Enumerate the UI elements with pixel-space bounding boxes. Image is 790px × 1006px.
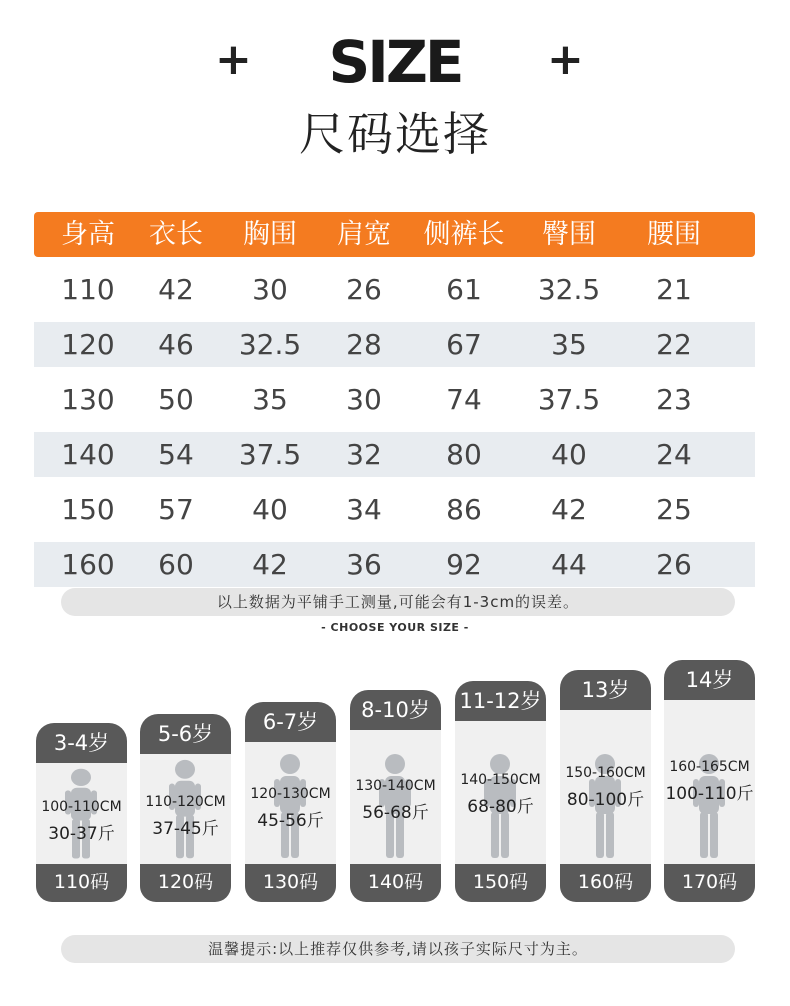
table-cell: 50 [158, 383, 194, 416]
table-cell: 32.5 [238, 328, 302, 361]
height-range: 140-150CM [460, 772, 541, 788]
age-label: 6-7岁 [245, 702, 336, 742]
table-cell: 25 [656, 493, 692, 526]
table-cell: 30 [252, 273, 288, 306]
table-header-cell: 胸围 [243, 219, 297, 250]
measurement-note: 以上数据为平铺手工测量,可能会有1-3cm的误差。 [61, 588, 735, 616]
size-code: 170码 [664, 864, 755, 902]
table-cell: 32.5 [537, 273, 601, 306]
table-cell: 57 [158, 493, 194, 526]
table-cell: 60 [158, 548, 194, 581]
table-cell: 30 [346, 383, 382, 416]
weight-range: 30-37斤 [48, 824, 115, 844]
weight-range: 37-45斤 [152, 819, 219, 839]
table-header-cell: 肩宽 [337, 219, 391, 250]
table-row [34, 432, 755, 477]
table-cell: 46 [158, 328, 194, 361]
height-range: 130-140CM [355, 778, 436, 794]
table-row [34, 377, 755, 422]
plus-left: + [215, 34, 252, 85]
table-cell: 140 [61, 438, 115, 471]
size-code: 120码 [140, 864, 231, 902]
table-row [34, 267, 755, 312]
table-header-cell: 腰围 [647, 219, 701, 250]
weight-range: 80-100斤 [566, 790, 645, 810]
height-range: 120-130CM [250, 786, 331, 802]
age-label: 14岁 [664, 660, 755, 700]
height-range: 150-160CM [565, 765, 646, 781]
size-code: 150码 [455, 864, 546, 902]
table-row [34, 322, 755, 367]
table-cell: 21 [656, 273, 692, 306]
choose-size-label: - CHOOSE YOUR SIZE - [321, 621, 469, 634]
table-cell: 61 [446, 273, 482, 306]
table-cell: 92 [446, 548, 482, 581]
table-row [34, 487, 755, 532]
table-cell: 110 [61, 273, 115, 306]
size-title: SIZE [328, 28, 462, 96]
table-cell: 74 [446, 383, 482, 416]
table-cell: 37.5 [238, 438, 302, 471]
table-row [34, 542, 755, 587]
child-silhouette-icon [165, 758, 205, 862]
table-header [34, 212, 755, 257]
size-code: 160码 [560, 864, 651, 902]
size-table [34, 212, 755, 587]
table-cell: 86 [446, 493, 482, 526]
age-label: 13岁 [560, 670, 651, 710]
table-cell: 40 [252, 493, 288, 526]
table-cell: 32 [346, 438, 382, 471]
tip-note: 温馨提示:以上推荐仅供参考,请以孩子实际尺寸为主。 [61, 935, 735, 963]
plus-right: + [547, 34, 584, 85]
table-cell: 26 [656, 548, 692, 581]
table-cell: 22 [656, 328, 692, 361]
table-header-cell: 衣长 [149, 219, 203, 250]
table-cell: 23 [656, 383, 692, 416]
table-cell: 34 [346, 493, 382, 526]
table-cell: 42 [158, 273, 194, 306]
table-cell: 35 [551, 328, 587, 361]
header [0, 22, 790, 102]
height-range: 110-120CM [145, 794, 226, 810]
height-range: 100-110CM [41, 799, 122, 815]
table-cell: 150 [61, 493, 115, 526]
table-cell: 42 [252, 548, 288, 581]
age-label: 5-6岁 [140, 714, 231, 754]
size-code: 130码 [245, 864, 336, 902]
weight-range: 56-68斤 [362, 803, 429, 823]
weight-range: 100-110斤 [665, 784, 754, 804]
age-label: 8-10岁 [350, 690, 441, 730]
size-code: 110码 [36, 864, 127, 902]
table-cell: 36 [346, 548, 382, 581]
size-code: 140码 [350, 864, 441, 902]
table-cell: 120 [61, 328, 115, 361]
table-cell: 54 [158, 438, 194, 471]
table-header-cell: 臀围 [542, 219, 596, 250]
height-range: 160-165CM [669, 759, 750, 775]
table-cell: 40 [551, 438, 587, 471]
weight-range: 45-56斤 [257, 811, 324, 831]
table-cell: 130 [61, 383, 115, 416]
age-label: 11-12岁 [455, 681, 546, 721]
table-cell: 67 [446, 328, 482, 361]
table-cell: 44 [551, 548, 587, 581]
table-cell: 24 [656, 438, 692, 471]
table-cell: 37.5 [537, 383, 601, 416]
size-subtitle: 尺码选择 [299, 107, 491, 161]
table-body [34, 267, 755, 587]
table-cell: 35 [252, 383, 288, 416]
table-cell: 42 [551, 493, 587, 526]
table-header-cell: 侧裤长 [423, 219, 505, 250]
table-cell: 26 [346, 273, 382, 306]
table-header-cell: 身高 [61, 219, 115, 250]
weight-range: 68-80斤 [467, 797, 534, 817]
table-cell: 28 [346, 328, 382, 361]
table-cell: 160 [61, 548, 115, 581]
table-cell: 80 [446, 438, 482, 471]
age-label: 3-4岁 [36, 723, 127, 763]
